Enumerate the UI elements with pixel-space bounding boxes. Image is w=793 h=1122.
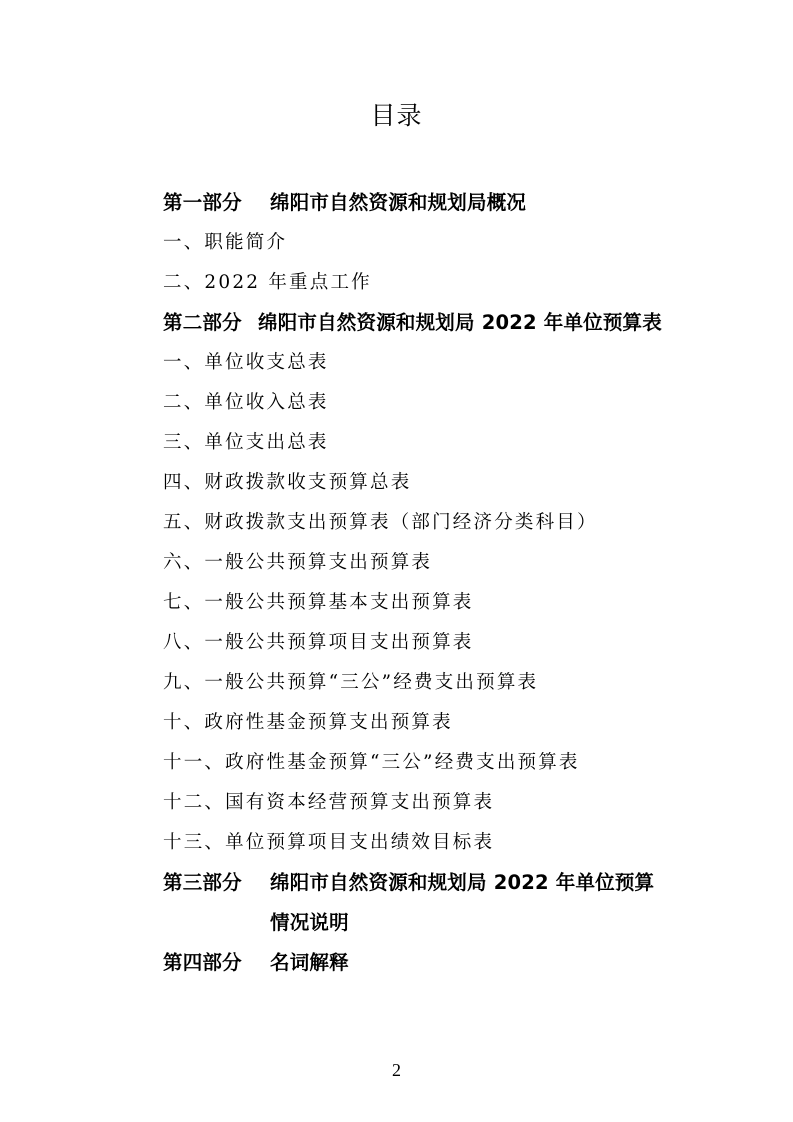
toc-item[interactable]: 七、一般公共预算基本支出预算表 <box>163 592 474 613</box>
toc-part-2[interactable] <box>163 308 662 338</box>
toc-item[interactable]: 四、财政拨款收支预算总表 <box>163 472 412 493</box>
page-number: 2 <box>392 1060 401 1080</box>
toc-item[interactable]: 二、单位收入总表 <box>163 392 329 413</box>
toc-item[interactable]: 十二、国有资本经营预算支出预算表 <box>163 792 495 813</box>
toc-item[interactable]: 六、一般公共预算支出预算表 <box>163 552 433 573</box>
toc-part-3-label: 第三部分 <box>163 871 242 894</box>
toc-part-3-text: 绵阳市自然资源和规划局 2022 年单位预算 <box>270 871 655 894</box>
toc-part-4[interactable] <box>163 948 349 978</box>
toc-item[interactable]: 十、政府性基金预算支出预算表 <box>163 712 453 733</box>
toc-item[interactable]: 三、单位支出总表 <box>163 432 329 453</box>
toc-part-1-label: 第一部分 <box>163 191 242 214</box>
toc-item[interactable]: 九、一般公共预算“三公”经费支出预算表 <box>163 672 539 693</box>
toc-part-3-continuation[interactable]: 情况说明 <box>270 911 349 934</box>
toc-part-1-text: 绵阳市自然资源和规划局概况 <box>270 191 527 214</box>
toc-item[interactable]: 一、单位收支总表 <box>163 352 329 373</box>
toc-part-4-text: 名词解释 <box>270 951 349 974</box>
toc-title: 目录 <box>370 101 423 130</box>
toc-part-4-label: 第四部分 <box>163 951 242 974</box>
toc-item[interactable]: 十三、单位预算项目支出绩效目标表 <box>163 832 495 853</box>
toc-part-3[interactable] <box>163 868 654 898</box>
toc-item[interactable]: 十一、政府性基金预算“三公”经费支出预算表 <box>163 752 580 773</box>
toc-item[interactable]: 八、一般公共预算项目支出预算表 <box>163 632 474 653</box>
toc-part-1[interactable] <box>163 188 526 218</box>
toc-item[interactable]: 二、2022 年重点工作 <box>163 272 372 293</box>
toc-item[interactable]: 五、财政拨款支出预算表（部门经济分类科目） <box>163 512 598 533</box>
toc-part-2-text: 绵阳市自然资源和规划局 2022 年单位预算表 <box>258 311 662 334</box>
toc-part-2-label: 第二部分 <box>163 311 242 334</box>
toc-item[interactable]: 一、职能简介 <box>163 232 288 253</box>
